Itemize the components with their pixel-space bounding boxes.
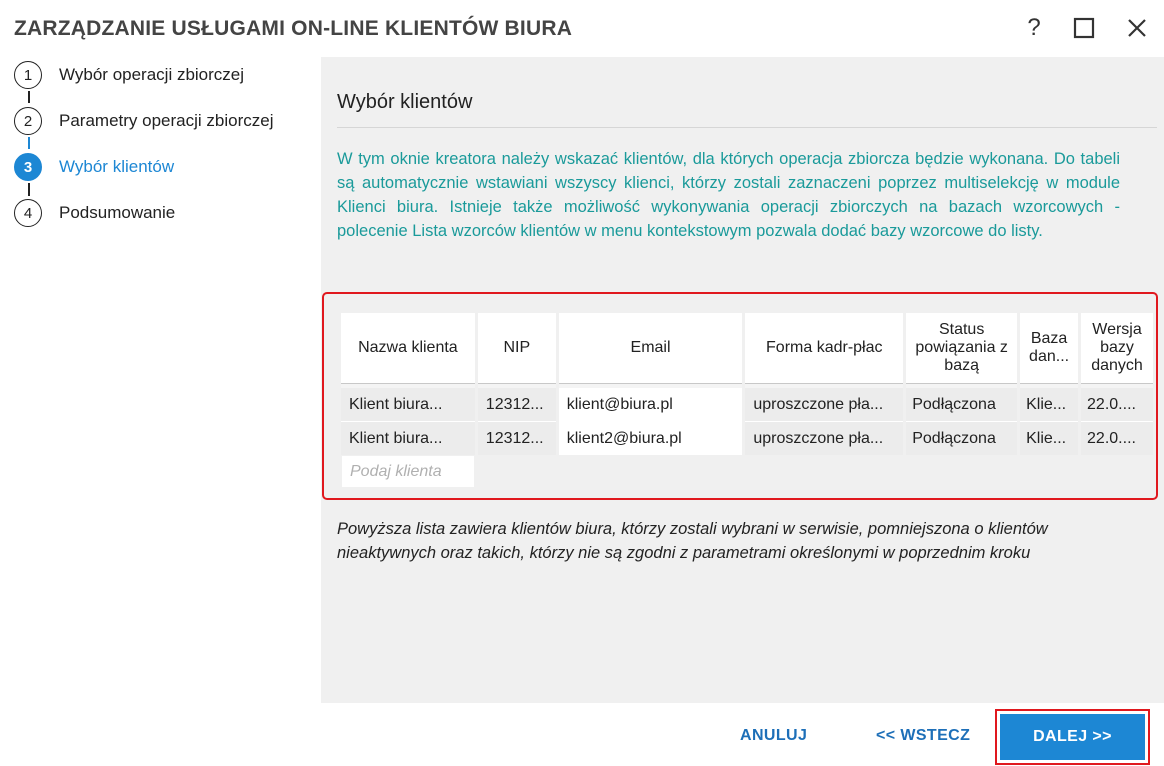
wizard-footer [321, 703, 1164, 766]
close-icon [1126, 17, 1148, 39]
list-note: Powyższa lista zawiera klientów biura, którzy zostali wybrani w serwisie, pomniejszona o klientów nieaktywnych oraz takich, którzy nie są zgodni z parametrami określonymi w poprzednim kroku [337, 520, 1048, 562]
cell-payroll-form: uproszczone pła... [745, 384, 903, 421]
column-header-link-status[interactable]: Status powiązania z bazą [906, 313, 1017, 384]
cell-email[interactable]: klient@biura.pl [559, 384, 743, 421]
step-number: 3 [14, 153, 42, 181]
step-number: 4 [14, 199, 42, 227]
wizard-steps [0, 57, 321, 766]
cell-database: Klie... [1020, 384, 1078, 421]
maximize-icon [1073, 17, 1095, 39]
cell-db-version: 22.0.... [1081, 384, 1153, 421]
step-number: 2 [14, 107, 42, 135]
section-title: Wybór klientów [337, 91, 473, 113]
section-divider [337, 127, 1157, 128]
cancel-button[interactable]: ANULUJ [740, 727, 808, 744]
cell-link-status: Podłączona [906, 421, 1017, 455]
cell-db-version: 22.0.... [1081, 421, 1153, 455]
step-label: Parametry operacji zbiorczej [59, 111, 274, 130]
intro-text: W tym oknie kreatora należy wskazać klientów, dla których operacja zbiorcza będzie wykonana. Do tabeli są automatycznie wstawiani wszyscy klienci, którzy zostali zaznaczeni poprzez multiselekcję w module Klienci biura. Istnieje także możliwość wykonywania operacji zbiorczych na bazach wzorcowych - polecenie Lista wzorców klientów w menu kontekstowym pozwala dodać bazy wzorcowe do listy. [337, 150, 1120, 240]
step-connector [28, 137, 30, 149]
column-header-nip[interactable]: NIP [478, 313, 556, 384]
step-label: Podsumowanie [59, 203, 176, 222]
window-title: ZARZĄDZANIE USŁUGAMI ON-LINE KLIENTÓW BIURA [14, 17, 573, 40]
maximize-button[interactable] [1066, 10, 1102, 46]
cell-payroll-form: uproszczone pła... [745, 421, 903, 455]
cell-nip: 12312... [478, 384, 556, 421]
clients-table [338, 313, 1156, 455]
cell-link-status: Podłączona [906, 384, 1017, 421]
step-number: 1 [14, 61, 42, 89]
step-connector [28, 183, 30, 196]
cell-client-name: Klient biura... [341, 421, 475, 455]
next-button[interactable]: DALEJ >> [1000, 714, 1145, 760]
close-button[interactable] [1119, 10, 1155, 46]
clients-table-frame [322, 292, 1158, 500]
help-icon: ? [1027, 14, 1041, 41]
back-button[interactable]: << WSTECZ [876, 727, 971, 744]
title-bar [0, 0, 1164, 57]
wizard-step-2[interactable] [14, 105, 273, 137]
wizard-step-1[interactable] [14, 59, 244, 91]
cell-client-name: Klient biura... [341, 384, 475, 421]
column-header-db-version[interactable]: Wersja bazy danych [1081, 313, 1153, 384]
step-label: Wybór klientów [59, 157, 175, 176]
step-label: Wybór operacji zbiorczej [59, 65, 245, 84]
column-header-database[interactable]: Baza dan... [1020, 313, 1078, 384]
column-header-payroll-form[interactable]: Forma kadr-płac [745, 313, 903, 384]
step-content [321, 57, 1164, 703]
cell-database: Klie... [1020, 421, 1078, 455]
step-connector [28, 91, 30, 103]
cell-email[interactable]: klient2@biura.pl [559, 421, 743, 455]
column-header-client-name[interactable]: Nazwa klienta [341, 313, 475, 384]
cell-nip: 12312... [478, 421, 556, 455]
next-button-highlight [995, 709, 1150, 765]
table-row[interactable] [341, 421, 1153, 455]
table-row[interactable] [341, 384, 1153, 421]
column-header-email[interactable]: Email [559, 313, 743, 384]
wizard-step-4[interactable] [14, 197, 175, 229]
add-client-input[interactable]: Podaj klienta [342, 456, 474, 487]
wizard-step-3[interactable] [14, 151, 174, 183]
help-button[interactable] [1016, 10, 1052, 46]
